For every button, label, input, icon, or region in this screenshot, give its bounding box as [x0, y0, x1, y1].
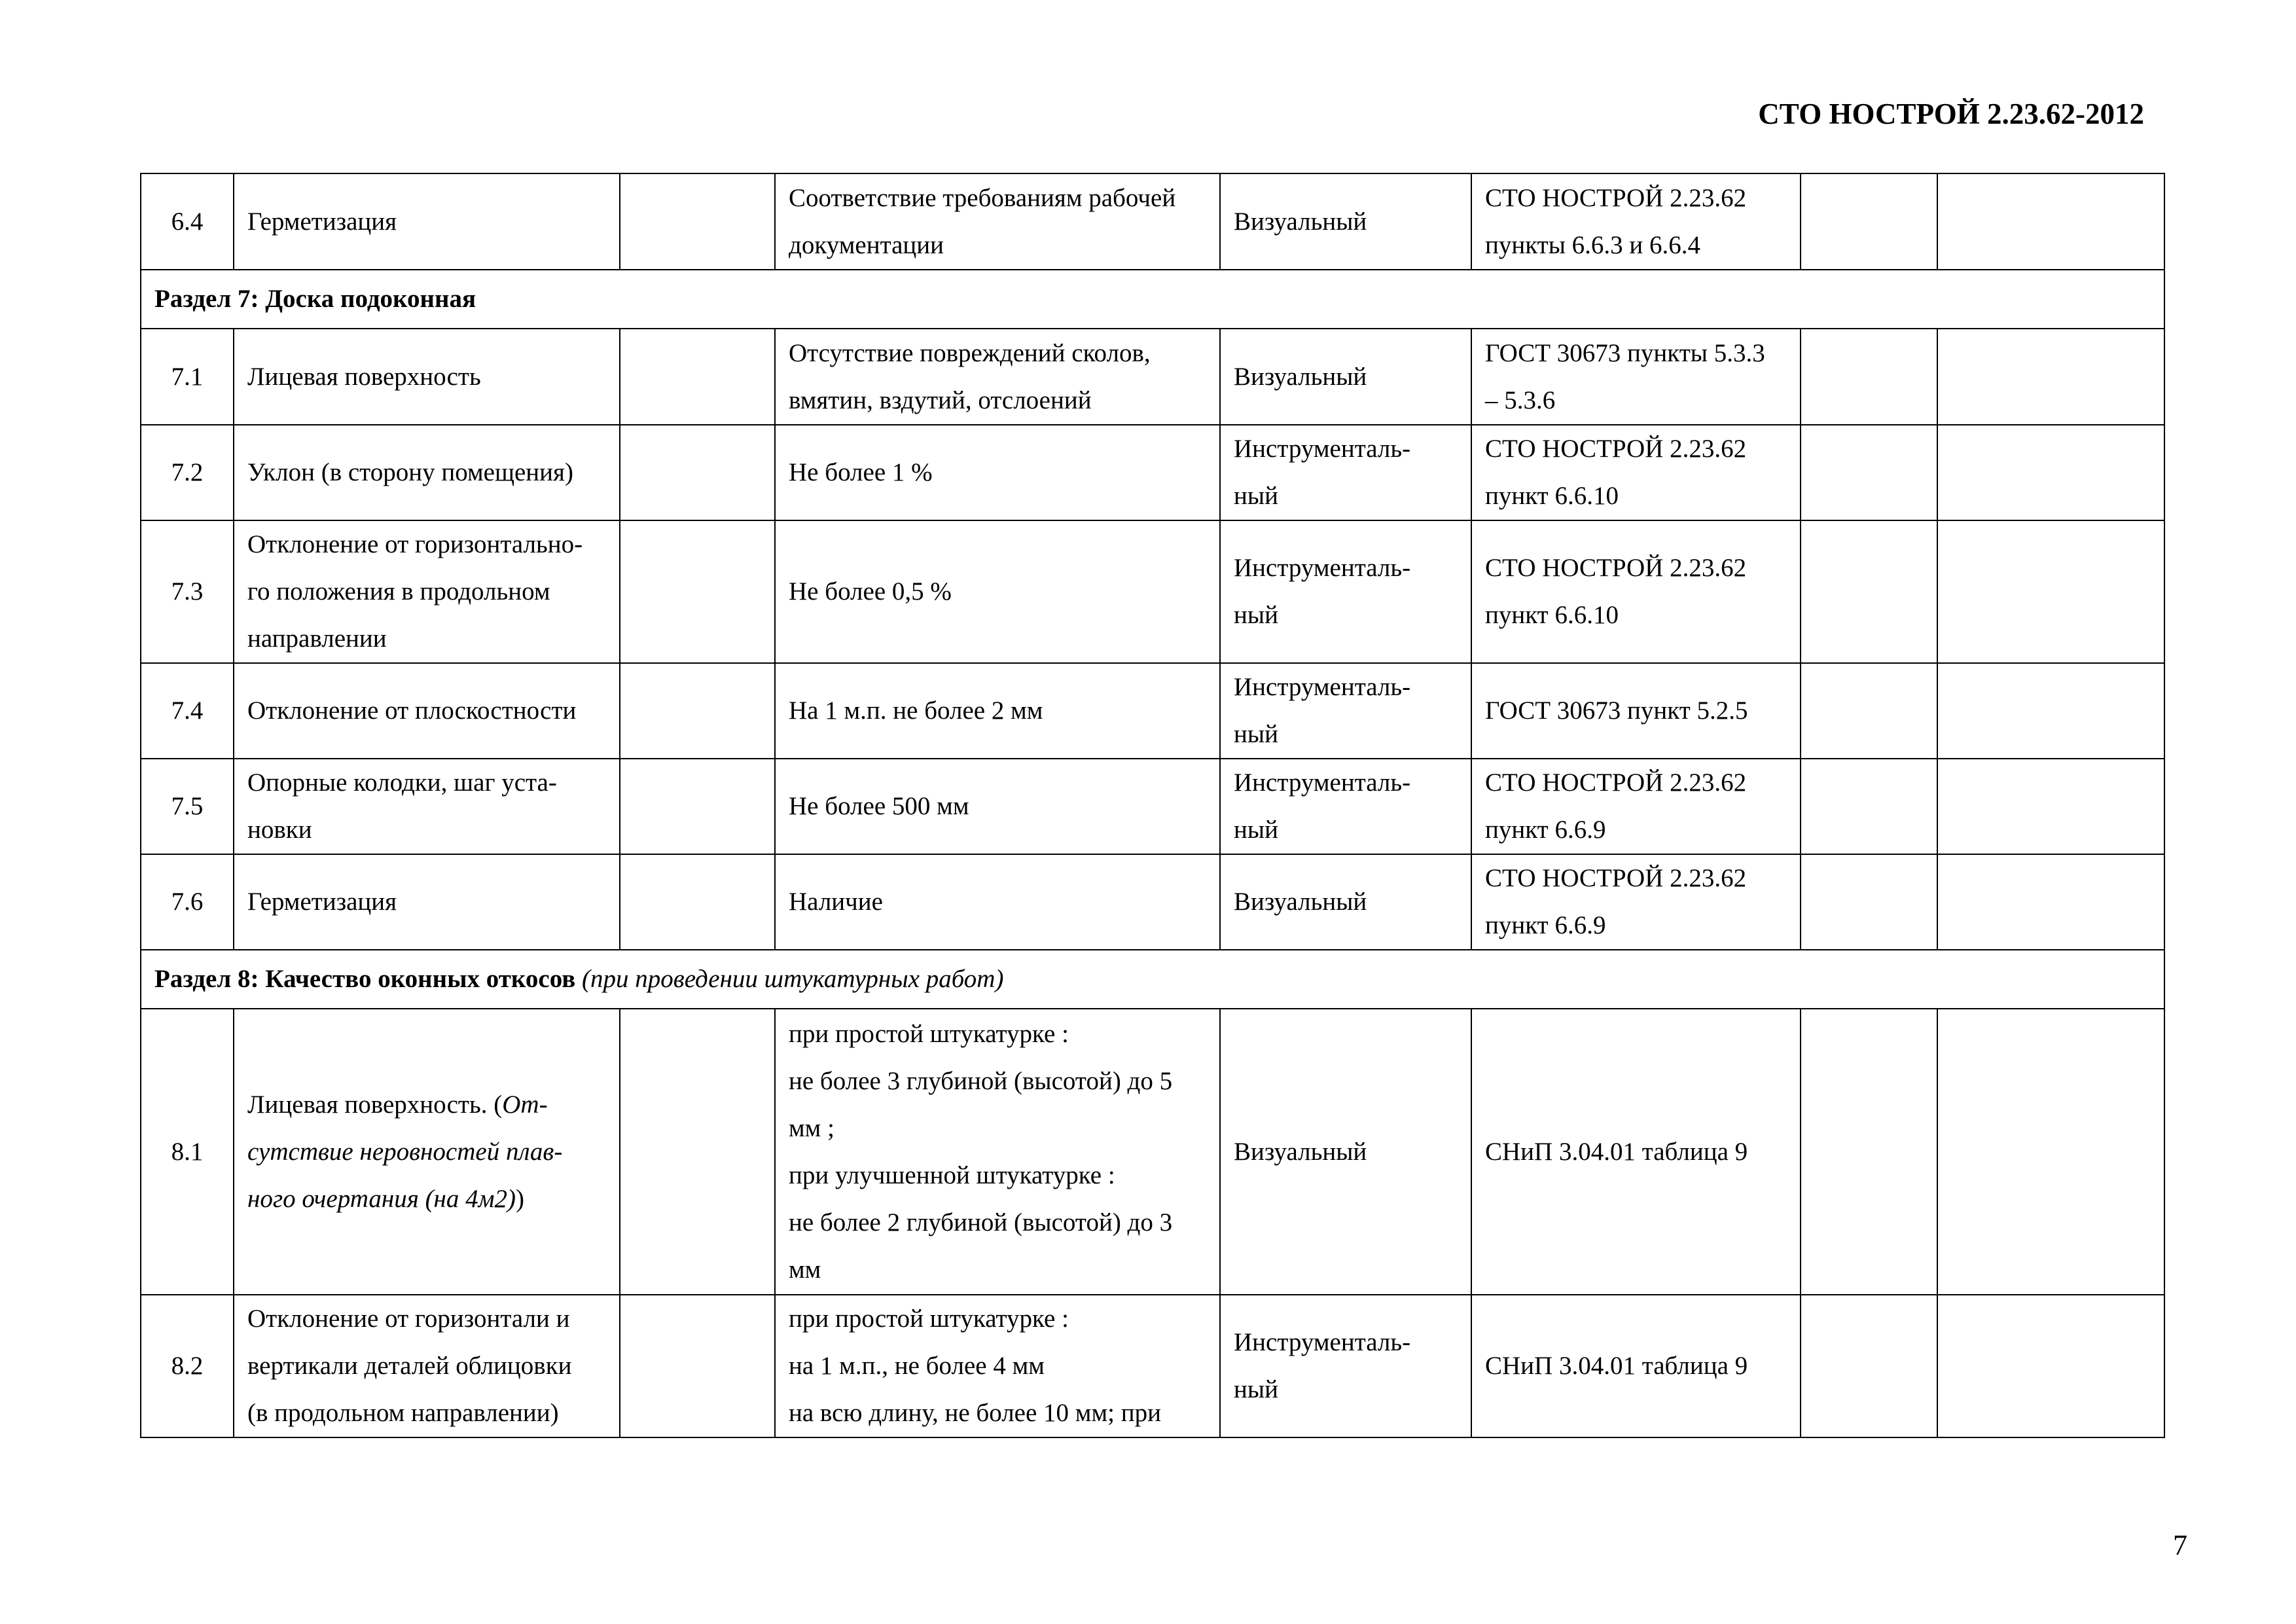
empty-cell	[1937, 173, 2164, 270]
requirement-cell: На 1 м.п. не более 2 мм	[775, 663, 1220, 759]
reference-cell	[1471, 329, 1801, 425]
section-title: Раздел 7: Доска подоконная	[154, 285, 476, 313]
control-method-cell	[1220, 520, 1471, 663]
control-method-cell	[1220, 425, 1471, 520]
empty-cell	[620, 425, 775, 520]
requirement-line: мм ;	[789, 1113, 834, 1142]
table-row	[141, 1295, 2164, 1437]
parameter-name-cell	[234, 1295, 620, 1437]
reference-cell	[1471, 425, 1801, 520]
empty-cell	[1937, 329, 2164, 425]
method-line: Инструменталь-	[1234, 554, 1411, 582]
requirement-line: Соответствие требованиям рабочей	[789, 183, 1176, 212]
empty-cell	[1801, 663, 1937, 759]
requirement-line: документации	[789, 230, 944, 259]
empty-cell	[620, 1009, 775, 1295]
section-note: (при проведении штукатурных работ)	[582, 965, 1004, 993]
method-line: ный	[1234, 1375, 1278, 1403]
reference-line: – 5.3.6	[1485, 386, 1556, 414]
empty-cell	[1937, 1295, 2164, 1437]
control-method-cell	[1220, 1295, 1471, 1437]
reference-cell: СНиП 3.04.01 таблица 9	[1471, 1009, 1801, 1295]
section-title: Раздел 8: Качество оконных откосов	[154, 965, 576, 993]
parameter-name-line: вертикали деталей облицовки	[247, 1352, 572, 1380]
table-row	[141, 173, 2164, 270]
requirement-line: не более 2 глубиной (высотой) до 3	[789, 1208, 1173, 1236]
parameter-name-line	[247, 1176, 606, 1223]
parameter-name-line: направлении	[247, 624, 387, 653]
empty-cell	[620, 663, 775, 759]
parameter-name-text: )	[516, 1184, 525, 1213]
parameter-name: Герметизация	[234, 854, 620, 950]
requirement-line: при простой штукатурке :	[789, 1019, 1069, 1048]
table-row	[141, 759, 2164, 854]
section-row	[141, 950, 2164, 1009]
parameter-name-line: Отклонение от горизонтально-	[247, 530, 583, 558]
table-row	[141, 425, 2164, 520]
section-7-title	[141, 270, 2164, 329]
parameter-name-line: Опорные колодки, шаг уста-	[247, 768, 557, 797]
requirement-line: вмятин, вздутий, отслоений	[789, 386, 1092, 414]
row-number: 6.4	[141, 173, 234, 270]
empty-cell	[620, 329, 775, 425]
reference-line: СТО НОСТРОЙ 2.23.62	[1485, 768, 1747, 797]
reference-line: СТО НОСТРОЙ 2.23.62	[1485, 435, 1747, 463]
requirement-line: мм	[789, 1255, 821, 1284]
row-number: 7.2	[141, 425, 234, 520]
parameter-name: Герметизация	[234, 173, 620, 270]
row-number: 7.1	[141, 329, 234, 425]
method-line: ный	[1234, 482, 1278, 510]
method-line: Инструменталь-	[1234, 1328, 1411, 1356]
method-line: ный	[1234, 816, 1278, 844]
empty-cell	[1801, 520, 1937, 663]
table-row	[141, 329, 2164, 425]
table-row	[141, 520, 2164, 663]
reference-cell: ГОСТ 30673 пункт 5.2.5	[1471, 663, 1801, 759]
empty-cell	[1937, 520, 2164, 663]
row-number: 8.2	[141, 1295, 234, 1437]
empty-cell	[1801, 329, 1937, 425]
row-number: 7.6	[141, 854, 234, 950]
section-8-title	[141, 950, 2164, 1009]
table-row	[141, 663, 2164, 759]
requirement-cell	[775, 329, 1220, 425]
row-number: 7.3	[141, 520, 234, 663]
empty-cell	[1801, 1295, 1937, 1437]
control-method: Визуальный	[1220, 854, 1471, 950]
requirement-line: не более 3 глубиной (высотой) до 5	[789, 1066, 1173, 1095]
reference-line: СТО НОСТРОЙ 2.23.62	[1485, 864, 1747, 892]
parameter-name-line: Отклонение от горизонтали и	[247, 1305, 570, 1333]
control-method: Визуальный	[1220, 1009, 1471, 1295]
requirement-cell	[775, 1009, 1220, 1295]
requirement-line: Отсутствие повреждений сколов,	[789, 338, 1151, 367]
empty-cell	[620, 173, 775, 270]
requirement-cell: Не более 1 %	[775, 425, 1220, 520]
requirement-cell: Наличие	[775, 854, 1220, 950]
row-number: 8.1	[141, 1009, 234, 1295]
empty-cell	[620, 520, 775, 663]
empty-cell	[1801, 173, 1937, 270]
parameter-name-line: новки	[247, 816, 312, 844]
method-line: Инструменталь-	[1234, 435, 1411, 463]
section-row	[141, 270, 2164, 329]
inspection-table	[140, 173, 2165, 1438]
reference-cell	[1471, 759, 1801, 854]
empty-cell	[1801, 425, 1937, 520]
reference-line: пункт 6.6.9	[1485, 911, 1606, 939]
control-method-cell	[1220, 759, 1471, 854]
reference-cell	[1471, 854, 1801, 950]
method-line: ный	[1234, 601, 1278, 629]
row-number: 7.5	[141, 759, 234, 854]
control-method: Визуальный	[1220, 329, 1471, 425]
requirement-cell: Не более 500 мм	[775, 759, 1220, 854]
control-method: Визуальный	[1220, 173, 1471, 270]
parameter-name-italic: ного очертания (на 4м2)	[247, 1184, 516, 1213]
requirement-cell: Не более 0,5 %	[775, 520, 1220, 663]
parameter-name-line	[247, 1081, 606, 1128]
parameter-name-italic: От-	[502, 1090, 548, 1119]
empty-cell	[1937, 854, 2164, 950]
requirement-line: при простой штукатурке :	[789, 1305, 1069, 1333]
parameter-name-line: (в продольном направлении)	[247, 1399, 559, 1427]
parameter-name-line	[247, 1128, 606, 1176]
empty-cell	[1937, 1009, 2164, 1295]
empty-cell	[620, 1295, 775, 1437]
requirement-cell	[775, 1295, 1220, 1437]
parameter-name: Уклон (в сторону помещения)	[234, 425, 620, 520]
reference-cell: СНиП 3.04.01 таблица 9	[1471, 1295, 1801, 1437]
parameter-name: Отклонение от плоскостности	[234, 663, 620, 759]
reference-line: пункты 6.6.3 и 6.6.4	[1485, 230, 1701, 259]
empty-cell	[1937, 663, 2164, 759]
requirement-line: на всю длину, не более 10 мм; при	[789, 1399, 1161, 1427]
requirement-line: на 1 м.п., не более 4 мм	[789, 1352, 1045, 1380]
reference-line: пункт 6.6.10	[1485, 601, 1619, 629]
method-line: Инструменталь-	[1234, 673, 1411, 701]
empty-cell	[1801, 759, 1937, 854]
reference-cell	[1471, 520, 1801, 663]
requirement-cell	[775, 173, 1220, 270]
empty-cell	[1801, 1009, 1937, 1295]
empty-cell	[1801, 854, 1937, 950]
reference-line: ГОСТ 30673 пункты 5.3.3	[1485, 338, 1765, 367]
empty-cell	[1937, 759, 2164, 854]
parameter-name-line: го положения в продольном	[247, 577, 550, 605]
requirement-line: при улучшенной штукатурке :	[789, 1161, 1115, 1189]
document-code-header: СТО НОСТРОЙ 2.23.62-2012	[1758, 98, 2144, 130]
table-row	[141, 854, 2164, 950]
parameter-name: Лицевая поверхность	[234, 329, 620, 425]
empty-cell	[620, 854, 775, 950]
reference-cell	[1471, 173, 1801, 270]
reference-line: СТО НОСТРОЙ 2.23.62	[1485, 183, 1747, 212]
row-number: 7.4	[141, 663, 234, 759]
reference-line: пункт 6.6.10	[1485, 482, 1619, 510]
parameter-name-cell	[234, 759, 620, 854]
parameter-name-cell	[234, 1009, 620, 1295]
empty-cell	[1937, 425, 2164, 520]
parameter-name-text: Лицевая поверхность. (	[247, 1090, 503, 1119]
table-row	[141, 1009, 2164, 1295]
method-line: ный	[1234, 720, 1278, 748]
parameter-name-cell	[234, 520, 620, 663]
page-number: 7	[2173, 1529, 2187, 1561]
method-line: Инструменталь-	[1234, 768, 1411, 797]
empty-cell	[620, 759, 775, 854]
parameter-name-italic: сутствие неровностей плав-	[247, 1137, 563, 1166]
control-method-cell	[1220, 663, 1471, 759]
reference-line: пункт 6.6.9	[1485, 816, 1606, 844]
reference-line: СТО НОСТРОЙ 2.23.62	[1485, 554, 1747, 582]
